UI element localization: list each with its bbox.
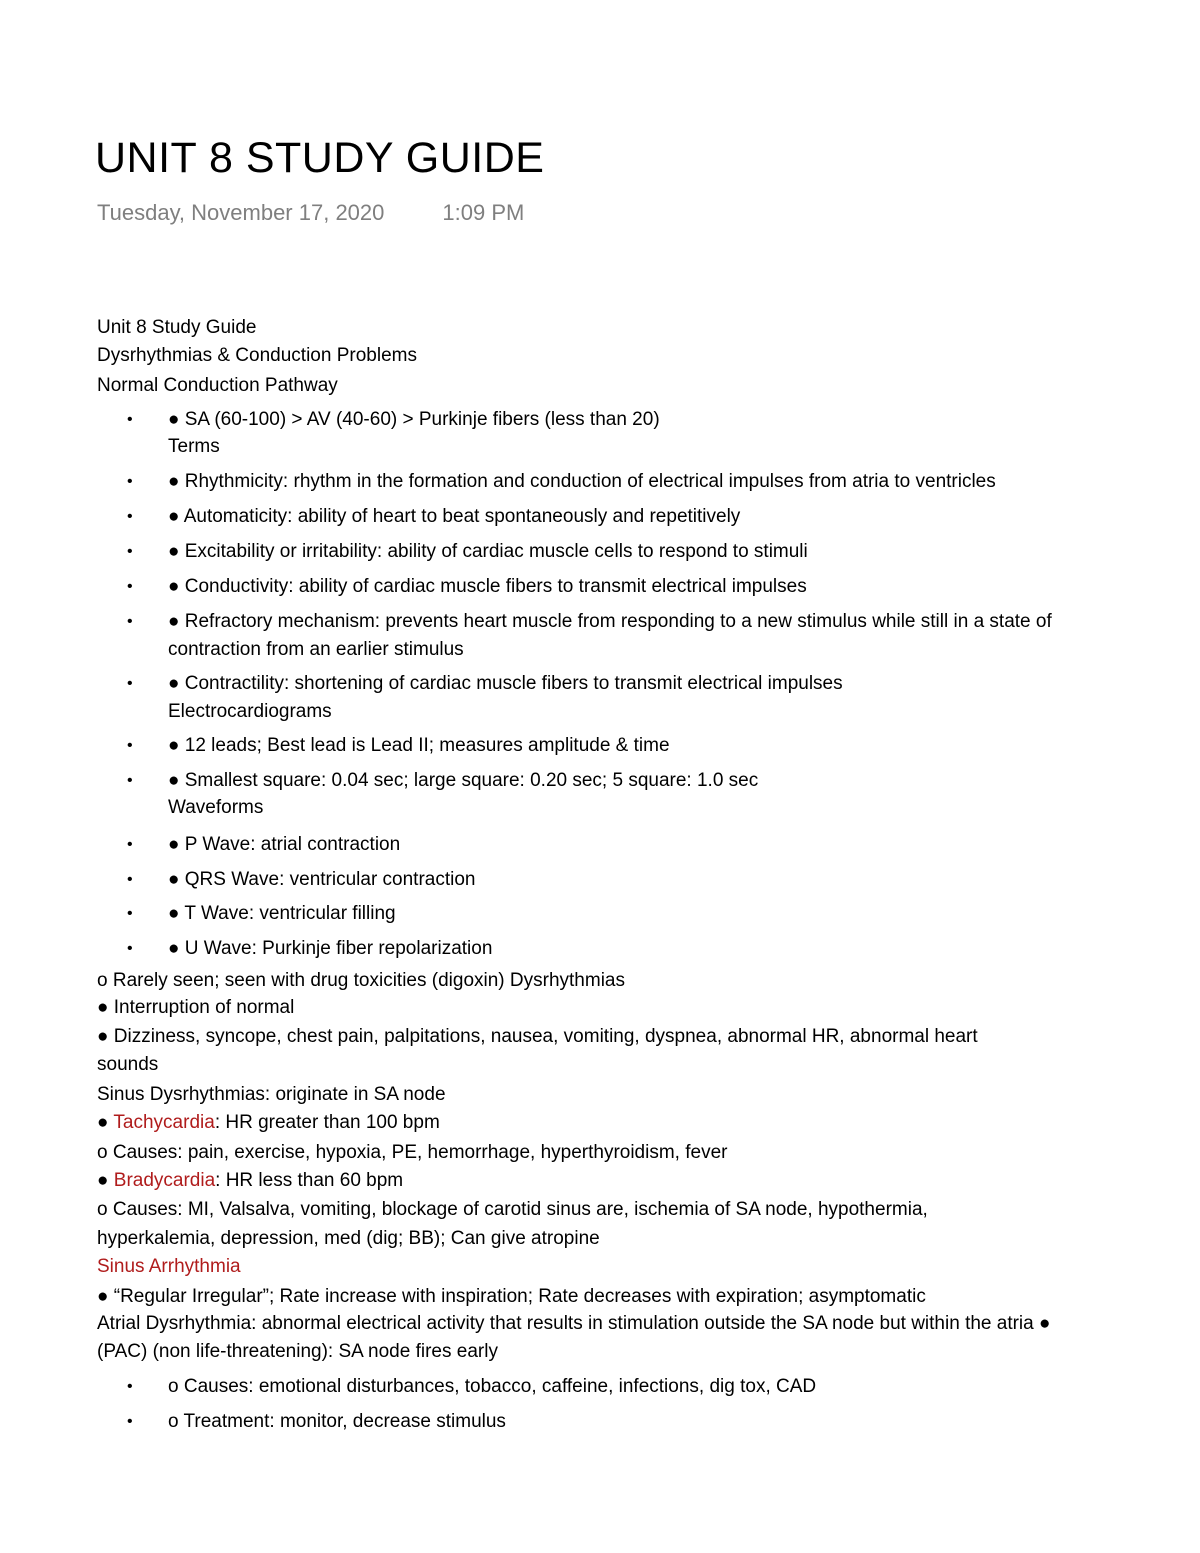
bradycardia-definition: : HR less than 60 bpm <box>215 1170 404 1191</box>
list-marker: • <box>127 836 133 853</box>
heading-waveforms: Waveforms <box>168 797 264 818</box>
paragraph-line: o Causes: MI, Valsalva, vomiting, blockage of carotid sinus are, ischemia of SA node, hypothermia, <box>97 1199 928 1220</box>
paragraph-line: o Causes: pain, exercise, hypoxia, PE, hemorrhage, hyperthyroidism, fever <box>97 1142 728 1163</box>
list-item: o Causes: emotional disturbances, tobacco, caffeine, infections, dig tox, CAD <box>168 1376 817 1397</box>
paragraph-line: ● Interruption of normal <box>97 997 295 1018</box>
paragraph-line: hyperkalemia, depression, med (dig; BB); Can give atropine <box>97 1228 600 1249</box>
list-item: ● Refractory mechanism: prevents heart muscle from responding to a new stimulus while still in a state of <box>168 611 1052 632</box>
list-item: ● Conductivity: ability of cardiac muscle fibers to transmit electrical impulses <box>168 576 807 597</box>
list-item: ● SA (60-100) > AV (40-60) > Purkinje fibers (less than 20) <box>168 409 660 430</box>
tachycardia-line <box>97 1110 440 1136</box>
bradycardia-term: Bradycardia <box>113 1170 216 1191</box>
bullet: ● <box>97 1112 114 1133</box>
heading-terms: Terms <box>168 436 220 457</box>
list-marker: • <box>127 473 133 490</box>
paragraph-line: ● “Regular Irregular”; Rate increase with inspiration; Rate decreases with expiration; asymptomatic <box>97 1286 926 1307</box>
list-marker: • <box>127 737 133 754</box>
heading-electrocardiograms: Electrocardiograms <box>168 701 332 722</box>
list-marker: • <box>127 1413 133 1430</box>
list-item: ● U Wave: Purkinje fiber repolarization <box>168 938 493 959</box>
list-marker: • <box>127 675 133 692</box>
paragraph-line: (PAC) (non life-threatening): SA node fires early <box>97 1341 498 1362</box>
heading-normal-pathway: Normal Conduction Pathway <box>97 375 338 396</box>
list-item: ● P Wave: atrial contraction <box>168 834 401 855</box>
paragraph-line: o Rarely seen; seen with drug toxicities (digoxin) Dysrhythmias <box>97 970 625 991</box>
list-marker: • <box>127 1378 133 1395</box>
page-date: Tuesday, November 17, 2020 <box>97 200 385 225</box>
heading-sinus-arrhythmia: Sinus Arrhythmia <box>97 1256 241 1277</box>
list-marker: • <box>127 940 133 957</box>
list-item: ● Contractility: shortening of cardiac muscle fibers to transmit electrical impulses <box>168 673 843 694</box>
heading-dysrhythmias: Dysrhythmias & Conduction Problems <box>97 345 417 366</box>
paragraph-line: Atrial Dysrhythmia: abnormal electrical activity that results in stimulation outside the SA node but within the atria ● <box>97 1313 1051 1334</box>
list-item: ● 12 leads; Best lead is Lead II; measures amplitude & time <box>168 735 670 756</box>
list-marker: • <box>127 543 133 560</box>
list-item-continuation: contraction from an earlier stimulus <box>168 639 464 660</box>
paragraph-line: ● Dizziness, syncope, chest pain, palpitations, nausea, vomiting, dyspnea, abnormal HR, abnormal heart <box>97 1026 978 1047</box>
list-marker: • <box>127 411 133 428</box>
list-item: ● Smallest square: 0.04 sec; large square: 0.20 sec; 5 square: 1.0 sec <box>168 770 759 791</box>
paragraph-line: sounds <box>97 1054 159 1075</box>
list-marker: • <box>127 578 133 595</box>
list-item: ● T Wave: ventricular filling <box>168 903 396 924</box>
list-marker: • <box>127 613 133 630</box>
heading-sinus-dysrhythmias: Sinus Dysrhythmias: originate in SA node <box>97 1084 446 1105</box>
page-time: 1:09 PM <box>442 200 525 225</box>
list-item: o Treatment: monitor, decrease stimulus <box>168 1411 506 1432</box>
list-item: ● Automaticity: ability of heart to beat spontaneously and repetitively <box>168 506 741 527</box>
bradycardia-line <box>97 1168 403 1194</box>
list-item: ● QRS Wave: ventricular contraction <box>168 869 476 890</box>
bullet: ● <box>97 1170 114 1191</box>
list-item: ● Excitability or irritability: ability of cardiac muscle cells to respond to stimuli <box>168 541 808 562</box>
list-marker: • <box>127 871 133 888</box>
list-marker: • <box>127 508 133 525</box>
list-marker: • <box>127 772 133 789</box>
tachycardia-definition: : HR greater than 100 bpm <box>214 1112 440 1133</box>
list-item: ● Rhythmicity: rhythm in the formation and conduction of electrical impulses from atria to ventricles <box>168 471 996 492</box>
list-marker: • <box>127 905 133 922</box>
heading-unit: Unit 8 Study Guide <box>97 317 257 338</box>
tachycardia-term: Tachycardia <box>113 1112 215 1133</box>
page-timestamp <box>97 198 524 228</box>
page-title: UNIT 8 STUDY GUIDE <box>95 134 545 182</box>
